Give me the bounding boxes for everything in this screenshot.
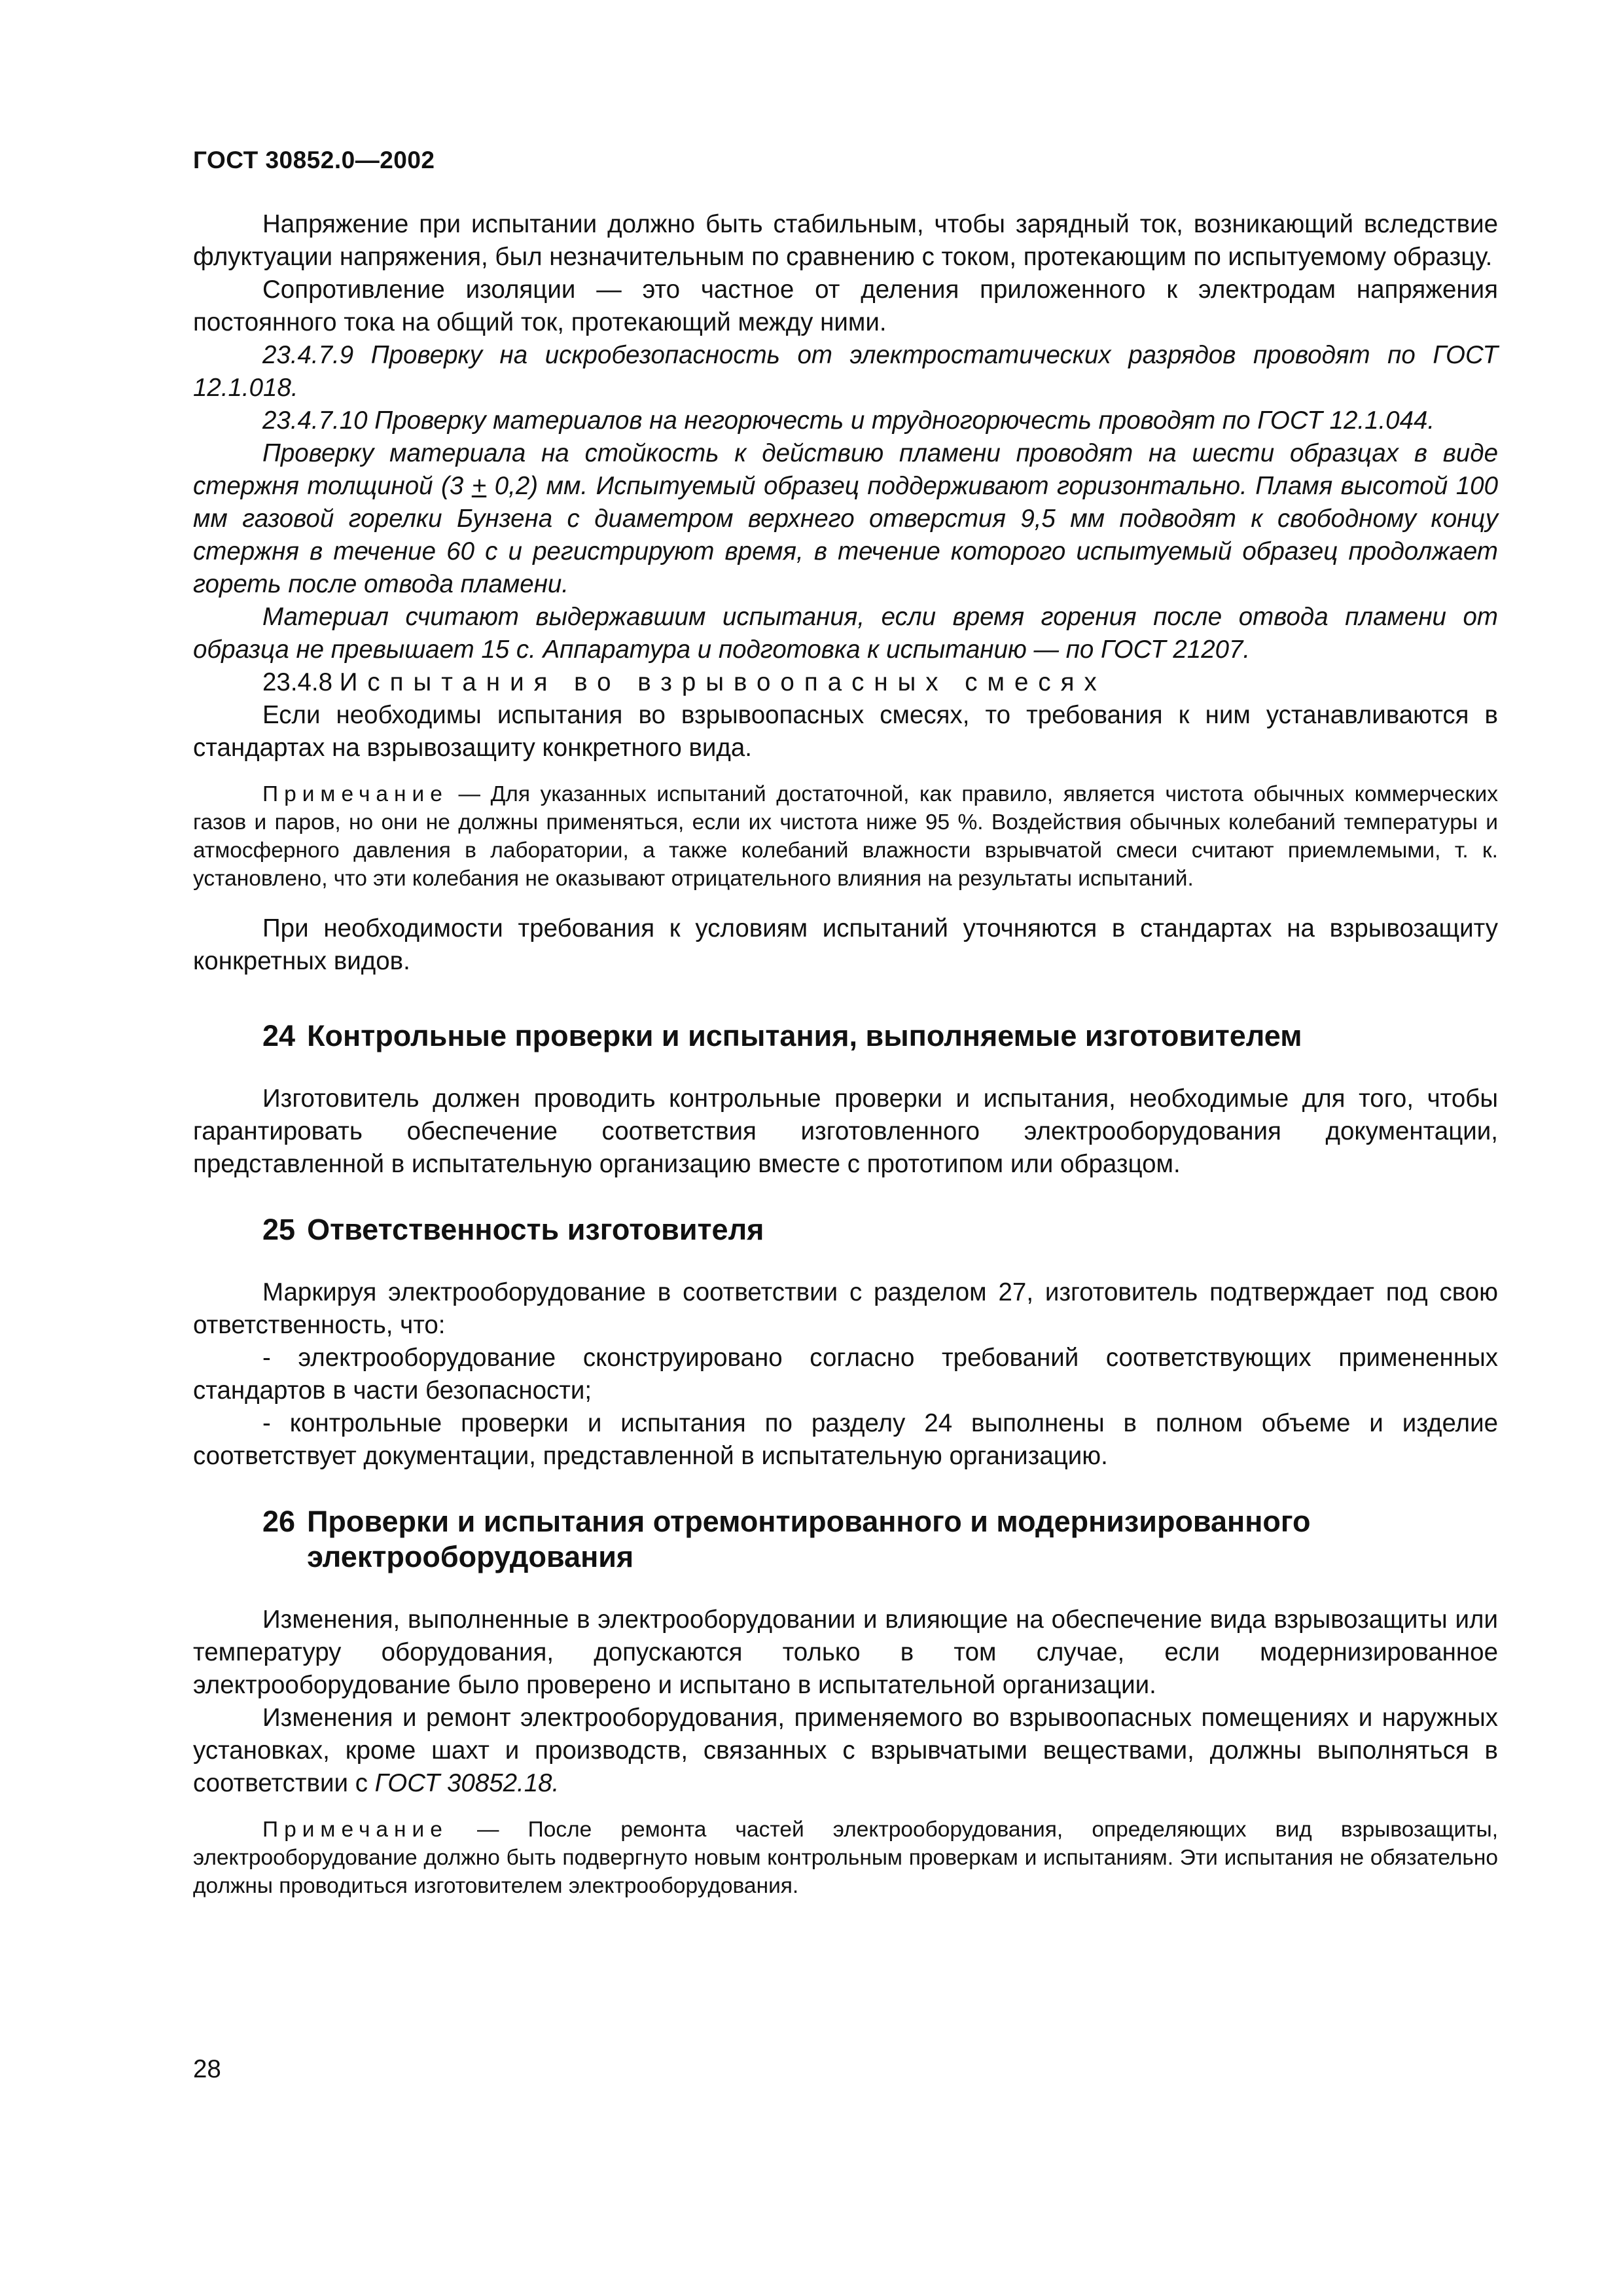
list-item: - электрооборудование сконструировано согласно требований соответствующих примененных стандартов в части безопасности;	[193, 1344, 1498, 1405]
section-number: 25	[262, 1213, 296, 1246]
paragraph-clause-23-4-7-9: 23.4.7.9 Проверку на искробезопасность от электростатических разрядов проводят по ГОСТ 12.1.018.	[193, 341, 1498, 402]
document-header: ГОСТ 30852.0—2002	[193, 147, 435, 173]
document-body	[193, 208, 1498, 1900]
paragraph: Материал считают выдержавшим испытания, если время горения после отвода пламени от образца не превышает 15 с. Аппаратура и подготовка к испытанию — по ГОСТ 21207.	[193, 603, 1498, 664]
paragraph: Маркируя электрооборудование в соответствии с разделом 27, изготовитель подтверждает под свою ответственность, что:	[193, 1278, 1498, 1339]
page-number: 28	[193, 2055, 221, 2083]
note-text: — Для указанных испытаний достаточной, как правило, является чистота обычных коммерческих газов и паров, но они не должны применяться, если их чистота ниже 95 %. Воздействия обычных колебаний температуры и атмосферного давления в лаборатории, а также колебаний влажности взрывчатой смеси считают приемлемыми, т. к. установлено, что эти колебания не оказывают отрицательного влияния на результаты испытаний.	[193, 782, 1498, 891]
note-label: Примечание	[262, 782, 448, 806]
paragraph-clause-23-4-7-10: 23.4.7.10 Проверку материалов на негорючесть и трудногорючесть проводят по ГОСТ 12.1.044.	[262, 406, 1435, 435]
section-title: Проверки и испытания отремонтированного и модернизированного электрооборудования	[307, 1505, 1311, 1573]
section-24-heading	[193, 1018, 1498, 1054]
clause-title: Испытания во взрывоопасных смесях	[339, 668, 1107, 696]
note-label: Примечание	[262, 1818, 448, 1842]
paragraph: Изготовитель должен проводить контрольные проверки и испытания, необходимые для того, чтобы гарантировать обеспечение соответствия изготовленного электрооборудования документации, представленной в испытательную организацию вместе с прототипом или образцом.	[193, 1085, 1498, 1178]
paragraph: Сопротивление изоляции — это частное от деления приложенного к электродам напряжения постоянного тока на общий ток, протекающий между ними.	[193, 276, 1498, 336]
section-number: 26	[262, 1505, 296, 1538]
clause-number: 23.4.8	[262, 668, 340, 696]
plus-minus-sign: +	[471, 472, 487, 500]
section-25-heading	[193, 1212, 1498, 1247]
list-item: - контрольные проверки и испытания по разделу 24 выполнены в полном объеме и изделие соответствует документации, представленной в испытательную организацию.	[193, 1409, 1498, 1470]
text-span: Изменения и ремонт электрооборудования, применяемого во взрывоопасных помещениях и наружных установках, кроме шахт и производств, связанных с взрывчатыми веществами, должны выполняться в соответствии с	[193, 1704, 1498, 1797]
section-26-heading	[193, 1504, 1498, 1575]
paragraph: При необходимости требования к условиям испытаний уточняются в стандартах на взрывозащиту конкретных видов.	[193, 914, 1498, 975]
section-title: Ответственность изготовителя	[307, 1213, 764, 1246]
paragraph: Напряжение при испытании должно быть стабильным, чтобы зарядный ток, возникающий вследствие флуктуации напряжения, был незначительным по сравнению с током, протекающим по испытуемому образцу.	[193, 210, 1498, 271]
section-number: 24	[262, 1019, 296, 1052]
paragraph-flame-test	[193, 437, 1498, 601]
standard-reference: ГОСТ 30852.18.	[374, 1769, 560, 1797]
note	[193, 780, 1498, 893]
text-span: Проверку материала на стойкость к действию пламени проводят на шести образцах в виде стержня толщиной (3	[193, 439, 1498, 500]
paragraph	[193, 1702, 1498, 1800]
section-title: Контрольные проверки и испытания, выполняемые изготовителем	[307, 1019, 1302, 1052]
note-text: — После ремонта частей электрооборудования, определяющих вид взрывозащиты, электрооборудование должно быть подвергнуто новым контрольным проверкам и испытаниям. Эти испытания не обязательно должны проводиться изготовителем электрооборудования.	[193, 1818, 1498, 1898]
note	[193, 1816, 1498, 1900]
clause-23-4-8-heading	[193, 666, 1498, 699]
paragraph: Изменения, выполненные в электрооборудовании и влияющие на обеспечение вида взрывозащиты или температуру оборудования, допускаются только в том случае, если модернизированное электрооборудование было проверено и испытано в испытательной организации.	[193, 1605, 1498, 1699]
paragraph: Если необходимы испытания во взрывоопасных смесях, то требования к ним устанавливаются в стандартах на взрывозащиту конкретного вида.	[193, 701, 1498, 762]
text-span: 0,2) мм. Испытуемый образец поддерживают горизонтально. Пламя высотой 100 мм газовой горелки Бунзена с диаметром верхнего отверстия 9,5 мм подводят к свободному концу стержня в течение 60 с и регистрируют время, в течение которого испытуемый образец продолжает гореть после отвода пламени.	[193, 472, 1498, 598]
